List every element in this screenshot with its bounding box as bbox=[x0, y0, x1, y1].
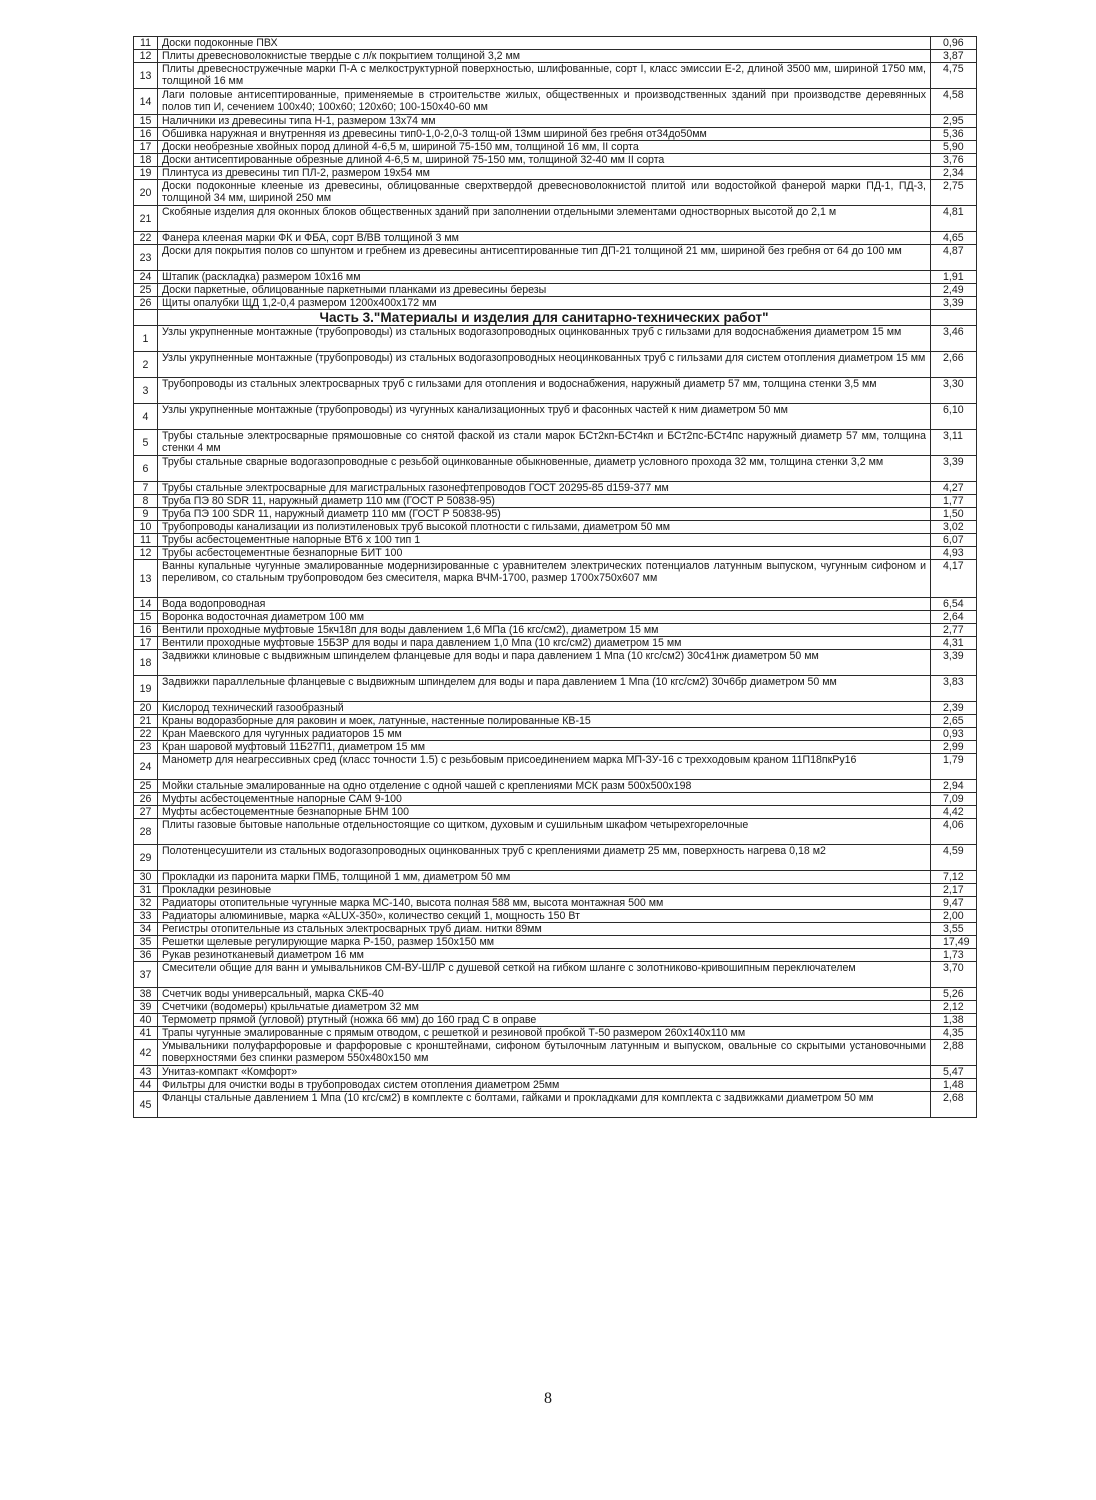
table-row bbox=[134, 1027, 977, 1040]
table-row bbox=[134, 37, 977, 50]
item-price: 1,77 bbox=[931, 495, 977, 508]
table-row bbox=[134, 180, 977, 206]
row-number: 40 bbox=[134, 1014, 158, 1027]
row-number: 30 bbox=[134, 871, 158, 884]
item-description: Воронка водосточная диаметром 100 мм bbox=[158, 611, 931, 624]
item-price: 2,66 bbox=[931, 352, 977, 378]
row-number: 33 bbox=[134, 910, 158, 923]
row-number: 12 bbox=[134, 547, 158, 560]
row-number: 16 bbox=[134, 128, 158, 141]
table-row bbox=[134, 910, 977, 923]
item-description: Фильтры для очистки воды в трубопроводах систем отопления диаметром 25мм bbox=[158, 1079, 931, 1092]
item-description: Щиты опалубки ЩД 1,2-0,4 размером 1200х400х172 мм bbox=[158, 297, 931, 310]
item-price: 9,47 bbox=[931, 897, 977, 910]
table-row bbox=[134, 871, 977, 884]
item-price: 7,12 bbox=[931, 871, 977, 884]
part3-rows bbox=[134, 326, 977, 1118]
table-row bbox=[134, 326, 977, 352]
table-row bbox=[134, 115, 977, 128]
row-number: 45 bbox=[134, 1092, 158, 1118]
item-description: Регистры отопительные из стальных электросварных труб диам. нитки 89мм bbox=[158, 923, 931, 936]
table-row bbox=[134, 923, 977, 936]
item-price: 1,48 bbox=[931, 1079, 977, 1092]
item-price: 17,49 bbox=[931, 936, 977, 949]
item-price: 2,64 bbox=[931, 611, 977, 624]
item-description: Вентили проходные муфтовые 15кч18п для воды давлением 1,6 МПа (16 кгс/см2), диаметром 15 мм bbox=[158, 624, 931, 637]
item-price: 3,39 bbox=[931, 650, 977, 676]
item-description: Задвижки параллельные фланцевые с выдвижным шпинделем для воды и пара давлением 1 Мпа (10 кгс/см2) 30ч6бр диаметром 50 мм bbox=[158, 676, 931, 702]
row-number: 25 bbox=[134, 284, 158, 297]
item-description: Смесители общие для ванн и умывальников СМ-ВУ-ШЛР с душевой сеткой на гибком шланге с золотниково-кривошипным переключателем bbox=[158, 962, 931, 988]
row-number: 14 bbox=[134, 598, 158, 611]
row-number: 27 bbox=[134, 806, 158, 819]
item-description: Умывальники полуфарфоровые и фарфоровые с кронштейнами, сифоном бутылочным латунным и выпуском, овальные со скрытыми установочными поверхностями без спинки размером 550х480х150 мм bbox=[158, 1040, 931, 1066]
item-price: 3,83 bbox=[931, 676, 977, 702]
row-number: 14 bbox=[134, 89, 158, 115]
page-number: 8 bbox=[544, 1390, 552, 1407]
item-price: 6,54 bbox=[931, 598, 977, 611]
item-price: 2,99 bbox=[931, 741, 977, 754]
row-number: 29 bbox=[134, 845, 158, 871]
table-row bbox=[134, 284, 977, 297]
row-number: 17 bbox=[134, 141, 158, 154]
item-description: Труба ПЭ 100 SDR 11, наружный диаметр 110 мм (ГОСТ Р 50838-95) bbox=[158, 508, 931, 521]
row-number: 38 bbox=[134, 988, 158, 1001]
table-row bbox=[134, 650, 977, 676]
table-row bbox=[134, 534, 977, 547]
table-row bbox=[134, 167, 977, 180]
row-number: 11 bbox=[134, 534, 158, 547]
table-row bbox=[134, 206, 977, 232]
item-description: Штапик (раскладка) размером 10х16 мм bbox=[158, 271, 931, 284]
table-row bbox=[134, 245, 977, 271]
table-row bbox=[134, 741, 977, 754]
table-row bbox=[134, 271, 977, 284]
row-number: 19 bbox=[134, 167, 158, 180]
item-description: Доски антисептированные обрезные длиной 4-6,5 м, шириной 75-150 мм, толщиной 32-40 мм II сорта bbox=[158, 154, 931, 167]
price-table bbox=[133, 36, 977, 1118]
item-price: 1,50 bbox=[931, 508, 977, 521]
table-row bbox=[134, 560, 977, 598]
item-price: 4,58 bbox=[931, 89, 977, 115]
item-description: Кран шаровой муфтовый 11Б27П1, диаметром 15 мм bbox=[158, 741, 931, 754]
item-description: Кислород технический газообразный bbox=[158, 702, 931, 715]
table-row bbox=[134, 1079, 977, 1092]
item-price: 2,95 bbox=[931, 115, 977, 128]
item-description: Плинтуса из древесины тип ПЛ-2, размером 19х54 мм bbox=[158, 167, 931, 180]
table-row bbox=[134, 404, 977, 430]
item-price: 4,17 bbox=[931, 560, 977, 598]
item-description: Узлы укрупненные монтажные (трубопроводы) из стальных водогазопроводных неоцинкованных труб с гильзами для систем отопления диаметром 15 мм bbox=[158, 352, 931, 378]
row-number: 19 bbox=[134, 676, 158, 702]
item-price: 3,39 bbox=[931, 297, 977, 310]
row-number: 20 bbox=[134, 180, 158, 206]
item-description: Термометр прямой (угловой) ртутный (ножка 66 мм) до 160 град С в оправе bbox=[158, 1014, 931, 1027]
table-row bbox=[134, 988, 977, 1001]
row-number: 36 bbox=[134, 949, 158, 962]
row-number: 32 bbox=[134, 897, 158, 910]
item-price: 2,77 bbox=[931, 624, 977, 637]
item-description: Узлы укрупненные монтажные (трубопроводы) из стальных водогазопроводных оцинкованных труб с гильзами для водоснабжения диаметром 15 мм bbox=[158, 326, 931, 352]
row-number: 44 bbox=[134, 1079, 158, 1092]
item-description: Узлы укрупненные монтажные (трубопроводы) из чугунных канализационных труб и фасонных частей к ним диаметром 50 мм bbox=[158, 404, 931, 430]
item-price: 2,39 bbox=[931, 702, 977, 715]
row-number: 13 bbox=[134, 63, 158, 89]
table-row bbox=[134, 128, 977, 141]
item-description: Радиаторы алюминивые, марка «ALUX-350», количество секций 1, мощность 150 Вт bbox=[158, 910, 931, 923]
table-row bbox=[134, 352, 977, 378]
item-price: 1,38 bbox=[931, 1014, 977, 1027]
item-description: Скобяные изделия для оконных блоков общественных зданий при заполнении отдельными элементами одностворных высотой до 2,1 м bbox=[158, 206, 931, 232]
table-row bbox=[134, 598, 977, 611]
item-price: 2,75 bbox=[931, 180, 977, 206]
table-row bbox=[134, 297, 977, 310]
row-number: 6 bbox=[134, 456, 158, 482]
row-number: 16 bbox=[134, 624, 158, 637]
row-number: 22 bbox=[134, 728, 158, 741]
table-row bbox=[134, 430, 977, 456]
row-number: 21 bbox=[134, 715, 158, 728]
row-number: 12 bbox=[134, 50, 158, 63]
row-number: 18 bbox=[134, 650, 158, 676]
item-price: 5,90 bbox=[931, 141, 977, 154]
table-row bbox=[134, 611, 977, 624]
item-description: Трубопроводы канализации из полиэтиленовых труб высокой плотности с гильзами, диаметром 50 мм bbox=[158, 521, 931, 534]
table-row bbox=[134, 637, 977, 650]
table-row bbox=[134, 702, 977, 715]
item-description: Муфты асбестоцементные напорные САМ 9-100 bbox=[158, 793, 931, 806]
table-row bbox=[134, 482, 977, 495]
item-description: Доски паркетные, облицованные паркетными планками из древесины березы bbox=[158, 284, 931, 297]
item-description: Доски подоконные клееные из древесины, облицованные сверхтвердой древесноволокнистой плитой или водостойкой фанерой марки ПД-1, ПД-3, толщиной 34 мм, шириной 250 мм bbox=[158, 180, 931, 206]
item-description: Мойки стальные эмалированные на одно отделение с одной чашей с креплениями МСК разм 500х500х198 bbox=[158, 780, 931, 793]
table-row bbox=[134, 962, 977, 988]
item-price: 5,26 bbox=[931, 988, 977, 1001]
item-price: 2,68 bbox=[931, 1092, 977, 1118]
item-price: 3,76 bbox=[931, 154, 977, 167]
item-price: 0,96 bbox=[931, 37, 977, 50]
item-description: Трубы асбестоцементные напорные ВТ6 х 100 тип 1 bbox=[158, 534, 931, 547]
row-number: 37 bbox=[134, 962, 158, 988]
item-price: 3,11 bbox=[931, 430, 977, 456]
item-description: Трубы асбестоцементные безнапорные БИТ 100 bbox=[158, 547, 931, 560]
row-number: 43 bbox=[134, 1066, 158, 1079]
table-row bbox=[134, 154, 977, 167]
table-row bbox=[134, 754, 977, 780]
section-price-cell bbox=[931, 310, 977, 326]
item-description: Фанера клееная марки ФК и ФБА, сорт В/ВВ толщиной 3 мм bbox=[158, 232, 931, 245]
table-row bbox=[134, 1092, 977, 1118]
table-row bbox=[134, 50, 977, 63]
item-price: 4,87 bbox=[931, 245, 977, 271]
row-number: 41 bbox=[134, 1027, 158, 1040]
table-row bbox=[134, 897, 977, 910]
row-number: 7 bbox=[134, 482, 158, 495]
item-description: Трубопроводы из стальных электросварных труб с гильзами для отопления и водоснабжения, наружный диаметр 57 мм, толщина стенки 3,5 мм bbox=[158, 378, 931, 404]
item-price: 1,79 bbox=[931, 754, 977, 780]
row-number: 3 bbox=[134, 378, 158, 404]
item-description: Доски для покрытия полов со шпунтом и гребнем из древесины антисептированные тип ДП-21 толщиной 21 мм, шириной без гребня от 64 до 100 мм bbox=[158, 245, 931, 271]
section-row bbox=[134, 310, 977, 326]
item-price: 1,73 bbox=[931, 949, 977, 962]
row-number: 10 bbox=[134, 521, 158, 534]
item-description: Манометр для неагрессивных сред (класс точности 1.5) с резьбовым присоединением марка МП-ЗУ-16 с трехходовым краном 11П18пкРу16 bbox=[158, 754, 931, 780]
item-price: 7,09 bbox=[931, 793, 977, 806]
item-description: Счетчик воды универсальный, марка СКБ-40 bbox=[158, 988, 931, 1001]
item-description: Обшивка наружная и внутренняя из древесины тип0-1,0-2,0-3 толщ-ой 13мм шириной без гребня от34до50мм bbox=[158, 128, 931, 141]
item-price: 6,10 bbox=[931, 404, 977, 430]
table-row bbox=[134, 547, 977, 560]
item-description: Кран Маевского для чугунных радиаторов 15 мм bbox=[158, 728, 931, 741]
item-description: Плиты древесностружечные марки П-А с мелкоструктурной поверхностью, шлифованные, сорт I, класс эмиссии Е-2, длиной 3500 мм, шириной 1750 мм, толщиной 16 мм bbox=[158, 63, 931, 89]
item-price: 2,12 bbox=[931, 1001, 977, 1014]
row-number: 31 bbox=[134, 884, 158, 897]
table-row bbox=[134, 1066, 977, 1079]
item-description: Труба ПЭ 80 SDR 11, наружный диаметр 110 мм (ГОСТ Р 50838-95) bbox=[158, 495, 931, 508]
item-price: 4,81 bbox=[931, 206, 977, 232]
table-row bbox=[134, 495, 977, 508]
item-description: Прокладки из паронита марки ПМБ, толщиной 1 мм, диаметром 50 мм bbox=[158, 871, 931, 884]
table-row bbox=[134, 884, 977, 897]
item-price: 4,42 bbox=[931, 806, 977, 819]
item-description: Полотенцесушители из стальных водогазопроводных оцинкованных труб с креплениями диаметр 25 мм, поверхность нагрева 0,18 м2 bbox=[158, 845, 931, 871]
table-row bbox=[134, 728, 977, 741]
item-description: Прокладки резиновые bbox=[158, 884, 931, 897]
table-row bbox=[134, 1040, 977, 1066]
item-price: 4,65 bbox=[931, 232, 977, 245]
item-description: Вентили проходные муфтовые 15БЗР для воды и пара давлением 1,0 Мпа (10 кгс/см2) диаметром 15 мм bbox=[158, 637, 931, 650]
item-price: 4,75 bbox=[931, 63, 977, 89]
item-description: Унитаз-компакт «Комфорт» bbox=[158, 1066, 931, 1079]
table-row bbox=[134, 378, 977, 404]
row-number: 15 bbox=[134, 115, 158, 128]
table-row bbox=[134, 232, 977, 245]
item-price: 4,31 bbox=[931, 637, 977, 650]
item-price: 4,35 bbox=[931, 1027, 977, 1040]
item-price: 4,27 bbox=[931, 482, 977, 495]
row-number: 35 bbox=[134, 936, 158, 949]
item-description: Плиты древесноволокнистые твердые с л/к покрытием толщиной 3,2 мм bbox=[158, 50, 931, 63]
table-row bbox=[134, 676, 977, 702]
item-price: 2,94 bbox=[931, 780, 977, 793]
row-number: 25 bbox=[134, 780, 158, 793]
table-row bbox=[134, 936, 977, 949]
row-number: 9 bbox=[134, 508, 158, 521]
item-description: Вода водопроводная bbox=[158, 598, 931, 611]
item-price: 2,00 bbox=[931, 910, 977, 923]
row-number: 24 bbox=[134, 754, 158, 780]
item-description: Задвижки клиновые с выдвижным шпинделем фланцевые для воды и пара давлением 1 Мпа (10 кгс/см2) 30с41нж диаметром 50 мм bbox=[158, 650, 931, 676]
row-number: 24 bbox=[134, 271, 158, 284]
item-description: Трубы стальные электросварные для магистральных газонефтепроводов ГОСТ 20295-85 d159-377 мм bbox=[158, 482, 931, 495]
item-price: 3,39 bbox=[931, 456, 977, 482]
item-price: 5,36 bbox=[931, 128, 977, 141]
row-number: 15 bbox=[134, 611, 158, 624]
row-number: 39 bbox=[134, 1001, 158, 1014]
row-number: 13 bbox=[134, 560, 158, 598]
row-number: 4 bbox=[134, 404, 158, 430]
item-description: Счетчики (водомеры) крыльчатые диаметром 32 мм bbox=[158, 1001, 931, 1014]
row-number: 2 bbox=[134, 352, 158, 378]
item-price: 2,88 bbox=[931, 1040, 977, 1066]
item-price: 4,06 bbox=[931, 819, 977, 845]
item-price: 2,34 bbox=[931, 167, 977, 180]
table-row bbox=[134, 1014, 977, 1027]
row-number: 11 bbox=[134, 37, 158, 50]
table-row bbox=[134, 456, 977, 482]
table-row bbox=[134, 819, 977, 845]
item-price: 3,70 bbox=[931, 962, 977, 988]
table-row bbox=[134, 89, 977, 115]
item-description: Трубы стальные электросварные прямошовные со снятой фаской из стали марок БСт2кп-БСт4кп и БСт2пс-БСт4пс наружный диаметр 57 мм, толщина стенки 4 мм bbox=[158, 430, 931, 456]
row-number: 17 bbox=[134, 637, 158, 650]
item-description: Плиты газовые бытовые напольные отдельностоящие со щитком, духовым и сушильным шкафом четырехгорелочные bbox=[158, 819, 931, 845]
item-description: Трапы чугунные эмалированные с прямым отводом, с решеткой и резиновой пробкой Т-50 размером 260х140х110 мм bbox=[158, 1027, 931, 1040]
item-price: 4,93 bbox=[931, 547, 977, 560]
table-row bbox=[134, 141, 977, 154]
item-price: 3,30 bbox=[931, 378, 977, 404]
row-number: 26 bbox=[134, 793, 158, 806]
table-row bbox=[134, 63, 977, 89]
section-num-cell bbox=[134, 310, 158, 326]
item-description: Доски подоконные ПВХ bbox=[158, 37, 931, 50]
row-number: 26 bbox=[134, 297, 158, 310]
item-description: Рукав резинотканевый диаметром 16 мм bbox=[158, 949, 931, 962]
item-description: Муфты асбестоцементные безнапорные БНМ 100 bbox=[158, 806, 931, 819]
item-description: Трубы стальные сварные водогазопроводные с резьбой оцинкованные обыкновенные, диаметр условного прохода 32 мм, толщина стенки 3,2 мм bbox=[158, 456, 931, 482]
item-price: 2,49 bbox=[931, 284, 977, 297]
part2-rows bbox=[134, 37, 977, 310]
item-price: 2,17 bbox=[931, 884, 977, 897]
item-description: Лаги половые антисептированные, применяемые в строительстве жилых, общественных и производственных зданий при производстве деревянных полов тип И, сечением 100х40; 100х60; 120х60; 100-150х40-60 мм bbox=[158, 89, 931, 115]
item-price: 4,59 bbox=[931, 845, 977, 871]
item-price: 3,02 bbox=[931, 521, 977, 534]
row-number: 34 bbox=[134, 923, 158, 936]
item-price: 3,87 bbox=[931, 50, 977, 63]
table-row bbox=[134, 521, 977, 534]
item-description: Краны водоразборные для раковин и моек, латунные, настенные полированные КВ-15 bbox=[158, 715, 931, 728]
item-description: Фланцы стальные давлением 1 Мпа (10 кгс/см2) в комплекте с болтами, гайками и прокладками для комплекта с задвижками диаметром 50 мм bbox=[158, 1092, 931, 1118]
table-row bbox=[134, 1001, 977, 1014]
item-description: Ванны купальные чугунные эмалированные модернизированные с уравнителем электрических потенциалов латунным выпуском, чугунным сифоном и переливом, со стальным трубопроводом без смесителя, марка ВЧМ-1700, размер 1700х750х607 мм bbox=[158, 560, 931, 598]
row-number: 23 bbox=[134, 245, 158, 271]
row-number: 42 bbox=[134, 1040, 158, 1066]
table-row bbox=[134, 806, 977, 819]
item-price: 3,46 bbox=[931, 326, 977, 352]
row-number: 18 bbox=[134, 154, 158, 167]
row-number: 22 bbox=[134, 232, 158, 245]
table-row bbox=[134, 508, 977, 521]
row-number: 20 bbox=[134, 702, 158, 715]
item-price: 6,07 bbox=[931, 534, 977, 547]
item-description: Наличники из древесины типа Н-1, размером 13х74 мм bbox=[158, 115, 931, 128]
row-number: 21 bbox=[134, 206, 158, 232]
item-price: 5,47 bbox=[931, 1066, 977, 1079]
item-price: 2,65 bbox=[931, 715, 977, 728]
table-row bbox=[134, 793, 977, 806]
section-header bbox=[134, 310, 977, 326]
table-row bbox=[134, 715, 977, 728]
item-price: 3,55 bbox=[931, 923, 977, 936]
row-number: 28 bbox=[134, 819, 158, 845]
row-number: 5 bbox=[134, 430, 158, 456]
table-row bbox=[134, 845, 977, 871]
table-row bbox=[134, 624, 977, 637]
row-number: 23 bbox=[134, 741, 158, 754]
section-title: Часть 3."Материалы и изделия для санитарно-технических работ" bbox=[158, 310, 931, 326]
item-description: Радиаторы отопительные чугунные марка МС-140, высота полная 588 мм, высота монтажная 500 мм bbox=[158, 897, 931, 910]
item-description: Доски необрезные хвойных пород длиной 4-6,5 м, шириной 75-150 мм, толщиной 16 мм, II сорта bbox=[158, 141, 931, 154]
item-description: Решетки щелевые регулирующие марка Р-150, размер 150х150 мм bbox=[158, 936, 931, 949]
item-price: 1,91 bbox=[931, 271, 977, 284]
item-price: 0,93 bbox=[931, 728, 977, 741]
row-number: 8 bbox=[134, 495, 158, 508]
row-number: 1 bbox=[134, 326, 158, 352]
table-row bbox=[134, 949, 977, 962]
table-row bbox=[134, 780, 977, 793]
